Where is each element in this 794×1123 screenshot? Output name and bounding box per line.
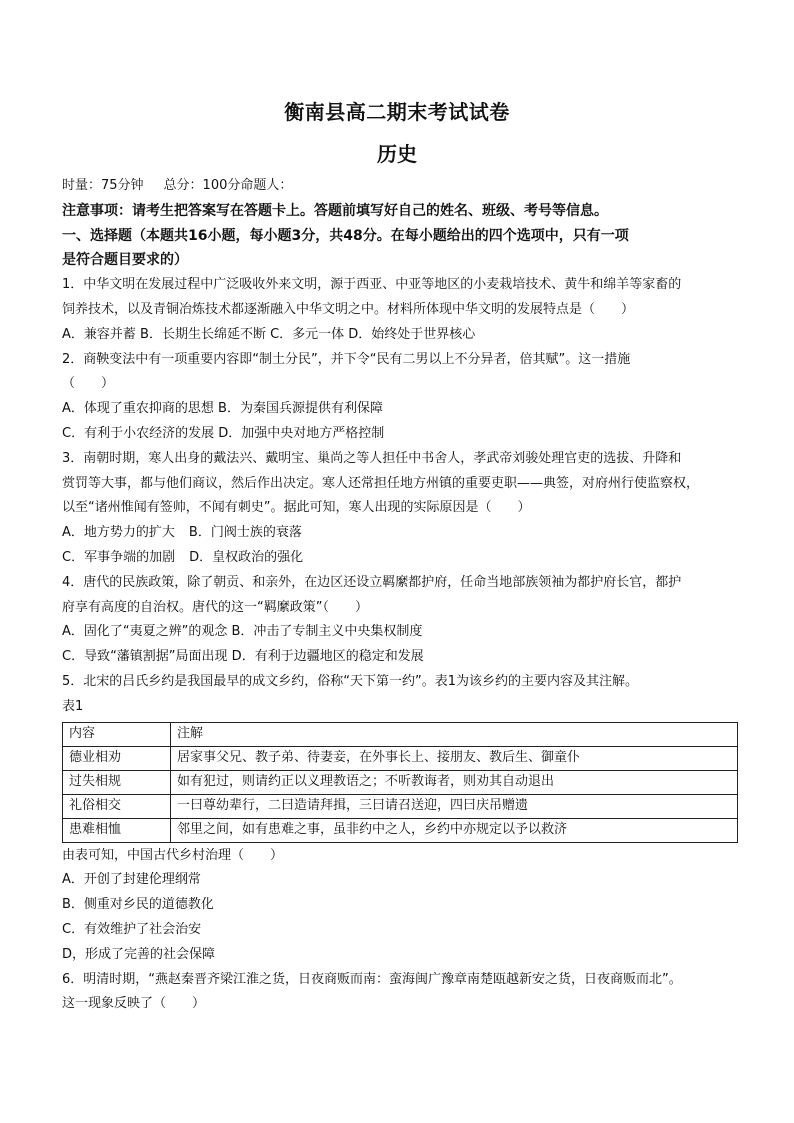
q2-options-cd: C．有利于小农经济的发展 D．加强中央对地方严格控制: [62, 425, 385, 441]
q4-options-cd: C．导致“藩镇割据”局面出现 D．有利于边疆地区的稳定和发展: [62, 649, 424, 665]
q5-option-d: D，形成了完善的社会保障: [62, 946, 216, 962]
q5-option-c: C．有效维护了社会治安: [62, 921, 202, 937]
q3-option-c: C．军事争端的加剧: [62, 549, 176, 565]
table-cell: 如有犯过，则请约正以义理教语之；不听教诲者，则劝其自动退出: [171, 770, 738, 794]
q3-stem-cont: 赏罚等大事，都与他们商议，然后作出决定。寒人还常担任地方州镇的重要吏职——典签，对府州行使监察权，: [62, 475, 700, 491]
q6-stem-cont: 这一现象反映了（ ）: [62, 996, 206, 1012]
table-header-row: [63, 722, 738, 746]
q1-stem: 1．中华文明在发展过程中广泛吸收外来文明，源于西亚、中亚等地区的小麦栽培技术、黄牛和绵羊等家畜的: [62, 277, 682, 293]
q5-option-a: A．开创了封建伦理纲常: [62, 872, 201, 888]
table-row: [63, 794, 738, 818]
table-row: [63, 746, 738, 770]
q2-stem-cont: （ ）: [62, 376, 115, 392]
q2-options-ab: A．体现了重农抑商的思想 B．为秦国兵源提供有利保障: [62, 401, 383, 417]
table-header-cell: 注解: [171, 722, 738, 746]
table-caption: 表1: [62, 698, 84, 714]
q3-stem: 3．南朝时期，寒人出身的戴法兴、戴明宝、巢尚之等人担任中书舍人，孝武帝刘骏处理官吏的选拔、升降和: [62, 450, 682, 466]
section-heading: 一、选择题（本题共16小题，每小题3分，共48分。在每小题给出的四个选项中，只有一项: [62, 227, 629, 244]
table-cell: 邻里之间，如有患难之事，虽非约中之人，乡约中亦规定以予以救济: [171, 818, 738, 842]
q3-option-d: D．皇权政治的强化: [189, 549, 304, 565]
q4-options-ab: A．固化了“夷夏之辨”的观念 B．冲击了专制主义中央集权制度: [62, 624, 423, 640]
table-cell: 一曰尊幼辈行，二曰造请拜揖，三曰请召送迎，四曰庆吊赠遗: [171, 794, 738, 818]
q5-stem: 5．北宋的吕氏乡约是我国最早的成文乡约，俗称“天下第一约”。表1为该乡约的主要内容及其注解。: [62, 673, 639, 689]
table-cell: 居家事父兄、教子弟、待妻妾，在外事长上、接朋友、教后生、御童仆: [171, 746, 738, 770]
q2-stem: 2．商鞅变法中有一项重要内容即“制土分民”，并下令“民有二男以上不分异者，倍其赋”。这一措施: [62, 351, 631, 367]
exam-meta: [62, 174, 738, 199]
author-label: 命题人：: [240, 178, 293, 193]
table-cell: 德业相劝: [63, 746, 171, 770]
table-cell: 患难相恤: [63, 818, 171, 842]
q5-question: 由表可知，中国古代乡村治理（ ）: [62, 847, 284, 863]
table-row: [63, 818, 738, 842]
q1-options: A．兼容并蓄 B．长期生长绵延不断 C．多元一体 D．始终处于世界核心: [62, 326, 476, 342]
q3-options-cd: [62, 546, 738, 571]
q4-stem: 4．唐代的民族政策，除了朝贡、和亲外，在边区还设立羁縻都护府，任命当地部族领袖为都护府长官，都护: [62, 574, 682, 590]
village-covenant-table: [62, 722, 738, 843]
exam-content: [62, 174, 738, 1017]
total-score: 总分：100分: [163, 178, 241, 193]
table-row: [63, 770, 738, 794]
q3-option-a: A．地方势力的扩大: [62, 525, 175, 541]
q3-option-b: B．门阀士族的衰落: [188, 525, 302, 541]
notice: 注意事项：请考生把答案写在答题卡上。答题前填写好自己的姓名、班级、考号等信息。: [62, 202, 608, 219]
q1-stem-cont: 饲养技术，以及青铜冶炼技术都逐渐融入中华文明之中。材料所体现中华文明的发展特点是（ ）: [62, 301, 635, 317]
exam-title: 衡南县高二期末考试试卷: [284, 100, 510, 124]
q4-stem-cont: 府享有高度的自治权。唐代的这一“羁縻政策”（ ）: [62, 599, 368, 615]
table-cell: 礼俗相交: [63, 794, 171, 818]
time-limit: 时量：75分钟: [62, 178, 144, 193]
table-header-cell: 内容: [63, 722, 171, 746]
subject-title: 历史: [377, 142, 417, 166]
q5-option-b: B．侧重对乡民的道德教化: [62, 897, 214, 913]
q3-stem-end: 以至“诸州惟闻有签帅，不闻有刺史”。据此可知，寒人出现的实际原因是（ ）: [62, 500, 531, 516]
q6-stem: 6．明清时期，“燕赵秦晋齐梁江淮之货，日夜商贩而南：蛮海闽广豫章南楚瓯越新安之货，日夜商贩而北”。: [62, 971, 682, 987]
section-heading-cont: 是符合题目要求的）: [62, 252, 188, 269]
q3-options-ab: [62, 521, 738, 546]
table-cell: 过失相规: [63, 770, 171, 794]
